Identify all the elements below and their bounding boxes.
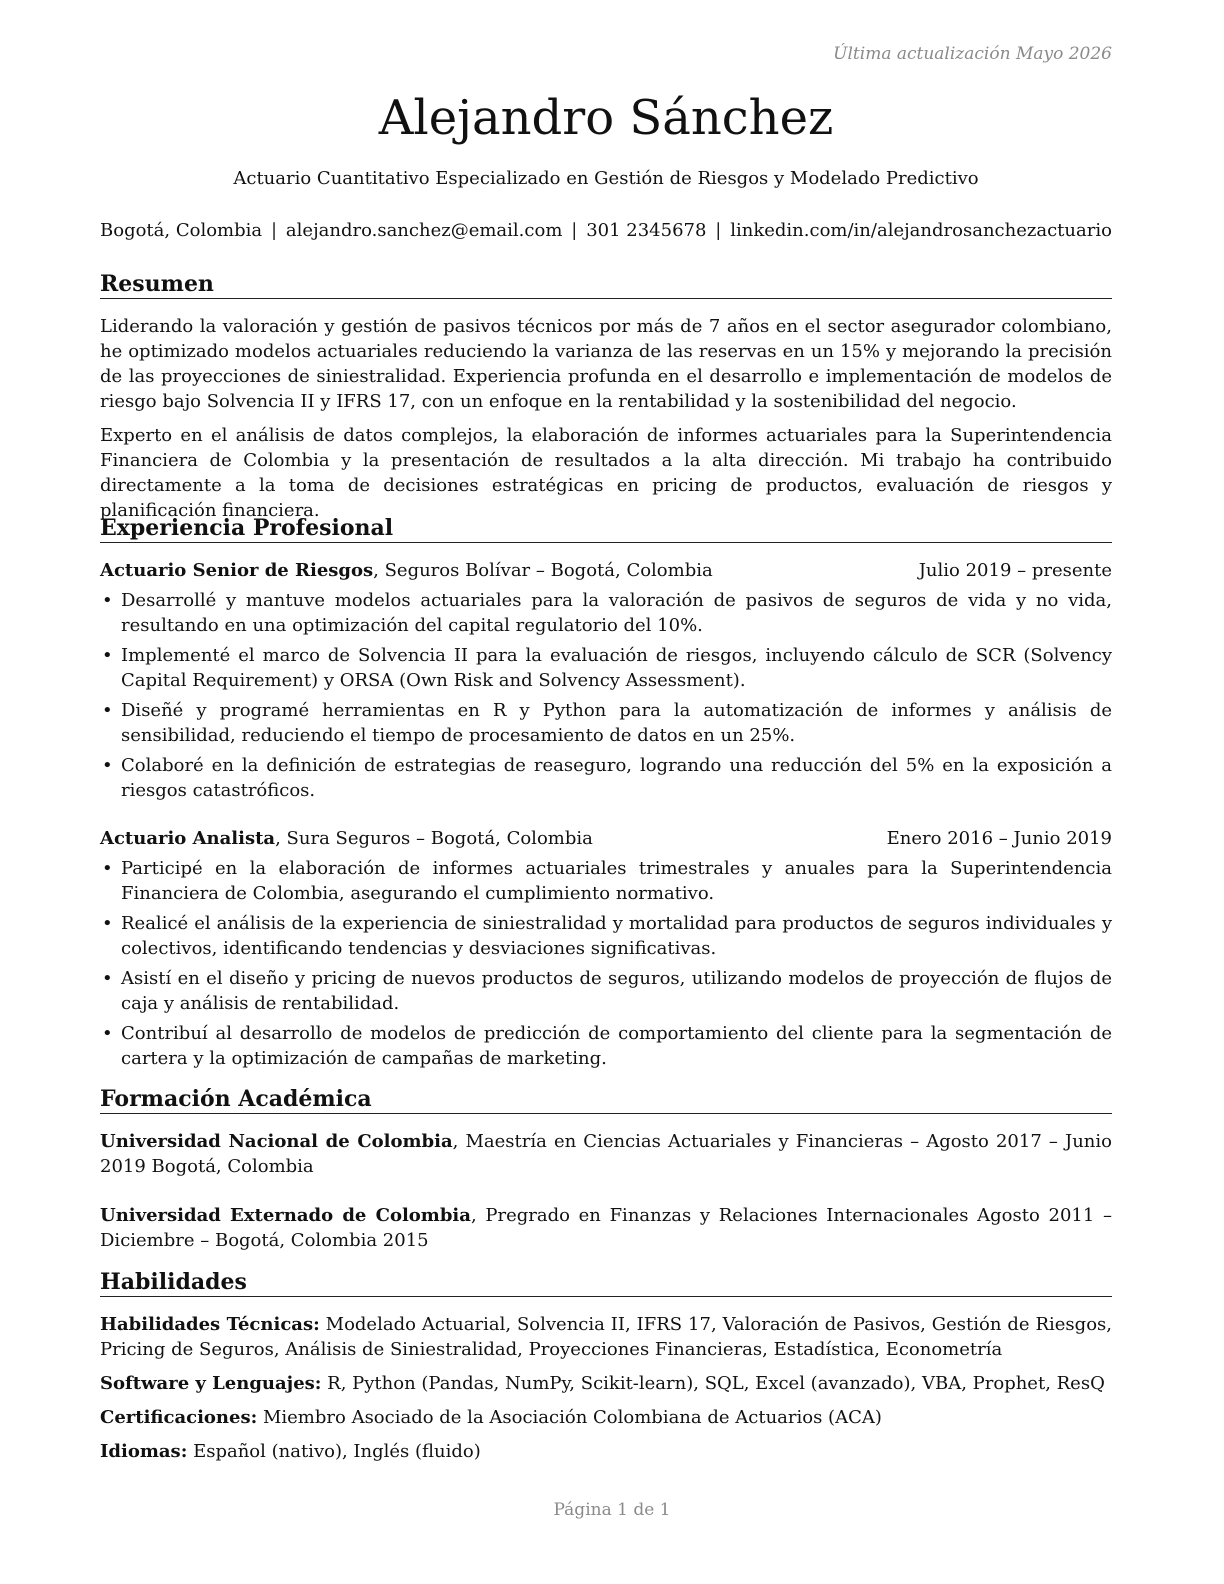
contact-phone: 301 2345678	[586, 220, 707, 241]
list-item: • Diseñé y programé herramientas en R y Python para la automatización de informes y análisis de sensibilidad, reduciendo el tiempo de procesamiento de datos en un 25%.	[102, 700, 1112, 746]
contact-separator: |	[715, 220, 722, 241]
contact-separator: |	[571, 220, 578, 241]
contact-line	[100, 218, 1112, 244]
section-title-summary: Resumen	[100, 270, 1112, 299]
section-title-education: Formación Académica	[100, 1085, 1112, 1114]
section-title-experience: Experiencia Profesional	[100, 514, 1112, 543]
skill-line: Software y Lenguajes: R, Python (Pandas, NumPy, Scikit-learn), SQL, Excel (avanzado), VBA, Prophet, ResQ	[100, 1373, 1105, 1394]
job-company: , Sura Seguros – Bogotá, Colombia	[275, 828, 593, 849]
list-item: • Desarrollé y mantuve modelos actuariales para la valoración de pasivos de seguros de vida y no vida, resultando en una optimización del capital regulatorio del 10%.	[102, 590, 1112, 636]
job-bullets	[100, 588, 1112, 808]
job-role: Actuario Senior de Riesgos	[100, 560, 374, 581]
list-item: • Implementé el marco de Solvencia II para la evaluación de riesgos, incluyendo cálculo de SCR (Solvency Capital Requirement) y ORSA (Own Risk and Solvency Assessment).	[102, 645, 1112, 691]
job-header	[100, 826, 1112, 851]
skill-line: Certificaciones: Miembro Asociado de la Asociación Colombiana de Actuarios (ACA)	[100, 1407, 882, 1428]
list-item: • Realicé el análisis de la experiencia de siniestralidad y mortalidad para productos de seguros individuales y colectivos, identificando tendencias y desviaciones significativas.	[102, 913, 1112, 959]
education-school: Universidad Nacional de Colombia	[100, 1131, 453, 1152]
education-detail: , Maestría en Ciencias Actuariales y Financieras – Agosto 2017 – Junio 2019 Bogotá, Colombia	[100, 1131, 1112, 1177]
candidate-name: Alejandro Sánchez	[378, 90, 834, 146]
summary-paragraph: Experto en el análisis de datos complejos, la elaboración de informes actuariales para la Superintendencia Financiera de Colombia y la presentación de resultados a la alta dirección. Mi trabajo ha contribuido directamente a la toma de decisiones estratégicas en pricing de productos, evaluación de riesgos y planificación financiera.	[100, 425, 1112, 521]
job-bullets	[100, 856, 1112, 1076]
contact-email[interactable]: alejandro.sanchez@email.com	[285, 220, 563, 241]
section-title-skills: Habilidades	[100, 1268, 1112, 1297]
job-dates: Julio 2019 – presente	[918, 560, 1112, 581]
skill-line: Habilidades Técnicas: Modelado Actuarial, Solvencia II, IFRS 17, Valoración de Pasivos, Gestión de Riesgos, Pricing de Seguros, Análisis de Siniestralidad, Proyecciones Financieras, Estadística, Econometría	[100, 1314, 1112, 1360]
job-dates: Enero 2016 – Junio 2019	[886, 828, 1112, 849]
list-item: • Asistí en el diseño y pricing de nuevos productos de seguros, utilizando modelos de proyección de flujos de caja y análisis de rentabilidad.	[102, 968, 1112, 1014]
education-school: Universidad Externado de Colombia	[100, 1205, 471, 1226]
job-company: , Seguros Bolívar – Bogotá, Colombia	[373, 560, 713, 581]
tagline: Actuario Cuantitativo Especializado en Gestión de Riesgos y Modelado Predictivo	[233, 168, 979, 189]
list-item: • Contribuí al desarrollo de modelos de predicción de comportamiento del cliente para la segmentación de cartera y la optimización de campañas de marketing.	[102, 1023, 1112, 1069]
skill-line: Idiomas: Español (nativo), Inglés (fluido)	[100, 1441, 481, 1462]
list-item: • Colaboré en la definición de estrategias de reaseguro, logrando una reducción del 5% en la exposición a riesgos catastróficos.	[102, 755, 1112, 801]
contact-separator: |	[270, 220, 278, 241]
job-header	[100, 558, 1112, 583]
education-entry	[100, 1203, 1112, 1253]
education-detail: , Pregrado en Finanzas y Relaciones Internacionales Agosto 2011 – Diciembre – Bogotá, Colombia 2015	[100, 1205, 1112, 1251]
page-number: Página 1 de 1	[553, 1500, 671, 1520]
education-entry	[100, 1129, 1112, 1179]
contact-linkedin[interactable]: linkedin.com/in/alejandrosanchezactuario	[730, 220, 1112, 241]
summary-paragraph: Liderando la valoración y gestión de pasivos técnicos por más de 7 años en el sector asegurador colombiano, he optimizado modelos actuariales reduciendo la varianza de las reservas en un 15% y mejorando la precisión de las proyecciones de siniestralidad. Experiencia profunda en el desarrollo e implementación de modelos de riesgo bajo Solvencia II y IFRS 17, con un enfoque en la rentabilidad y la sostenibilidad del negocio.	[100, 316, 1112, 412]
list-item: • Participé en la elaboración de informes actuariales trimestrales y anuales para la Superintendencia Financiera de Colombia, asegurando el cumplimiento normativo.	[102, 858, 1112, 904]
last-updated: Última actualización Mayo 2026	[833, 44, 1112, 64]
job-role: Actuario Analista	[100, 828, 276, 849]
contact-location: Bogotá, Colombia	[100, 220, 263, 241]
